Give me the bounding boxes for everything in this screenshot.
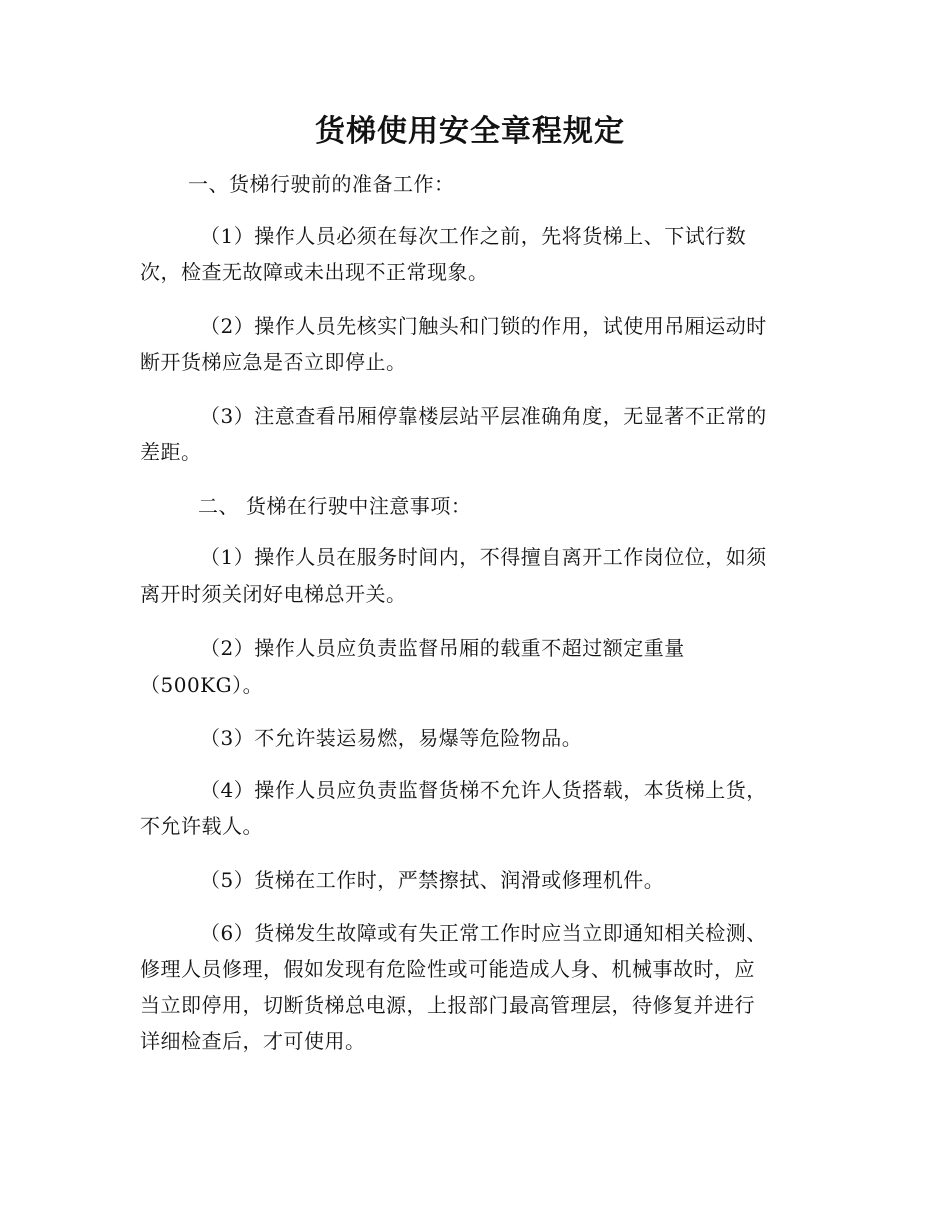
section-2-item-1-line-1: （1）操作人员在服务时间内，不得擅自离开工作岗位位，如须 [200,545,767,569]
section-1-heading: 一、货梯行驶前的准备工作： [188,172,455,196]
section-2-item-5-line-1: （5）货梯在工作时，严禁擦拭、润滑或修理机件。 [200,868,665,892]
section-1-item-1-line-2: 次，检查无故障或未出现不正常现象。 [140,260,489,284]
section-1-item-2-line-1: （2）操作人员先核实门触头和门锁的作用，试使用吊厢运动时 [200,314,767,338]
section-1-item-1-line-1: （1）操作人员必须在每次工作之前，先将货梯上、下试行数 [200,224,747,248]
section-2-item-1-line-2: 离开时须关闭好电梯总开关。 [140,582,407,606]
section-2-item-6-line-1: （6）货梯发生故障或有失正常工作时应当立即通知相关检测、 [200,921,767,945]
section-1-item-2-line-2: 断开货梯应急是否立即停止。 [140,350,407,374]
section-1-item-3-line-1: （3）注意查看吊厢停靠楼层站平层准确角度，无显著不正常的 [200,404,767,428]
section-2-item-6-line-3: 当立即停用，切断货梯总电源，上报部门最高管理层，待修复并进行 [140,993,755,1017]
document-title: 货梯使用安全章程规定 [315,114,625,149]
section-2-item-4-line-1: （4）操作人员应负责监督货梯不允许人货搭载，本货梯上货， [200,778,767,802]
section-2-heading: 二、 货梯在行驶中注意事项： [198,494,472,518]
section-2-item-2-line-2: （500KG）。 [140,673,264,697]
section-1-item-3-line-2: 差距。 [140,440,202,464]
section-2-item-6-line-4: 详细检查后，才可使用。 [140,1029,366,1053]
section-2-item-6-line-2: 修理人员修理，假如发现有危险性或可能造成人身、机械事故时，应 [140,957,755,981]
section-2-item-4-line-2: 不允许载人。 [140,814,263,838]
document-page [140,0,800,1230]
section-2-item-2-line-1: （2）操作人员应负责监督吊厢的载重不超过额定重量 [200,636,685,660]
section-2-item-3-line-1: （3）不允许装运易燃，易爆等危险物品。 [200,726,583,750]
